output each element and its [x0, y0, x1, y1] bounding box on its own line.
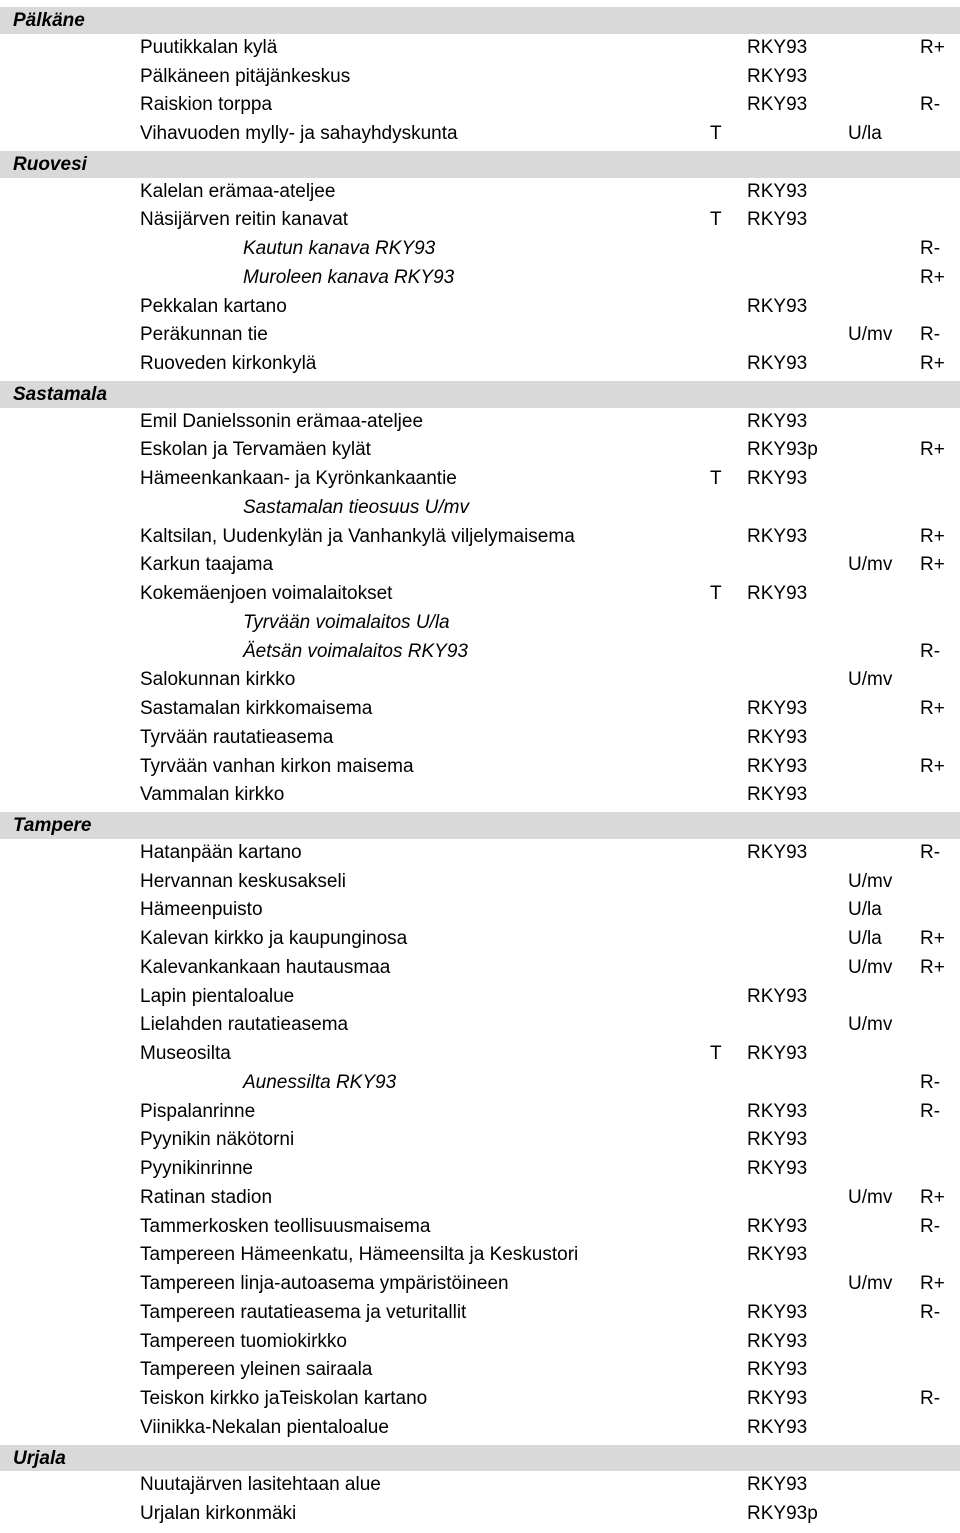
- rky-status: RKY93: [747, 784, 808, 806]
- rky-status: RKY93: [747, 1416, 808, 1438]
- rating-marker: R+: [920, 1273, 945, 1294]
- site-name: Pyynikin näkötorni: [140, 1129, 295, 1151]
- site-row: [0, 753, 960, 782]
- rky-status: RKY93: [747, 468, 808, 489]
- site-name: Peräkunnan tie: [140, 324, 268, 346]
- rating-marker: R+: [920, 36, 945, 58]
- site-name: Tyrvään voimalaitos U/la: [243, 611, 450, 633]
- site-name: Pekkalan kartano: [140, 295, 287, 317]
- site-name: Sastamalan kirkkomaisema: [140, 698, 373, 719]
- rky-status: RKY93: [747, 209, 808, 231]
- site-name: Vammalan kirkko: [140, 784, 285, 806]
- site-name: Vihavuoden mylly- ja sahayhdyskunta: [140, 123, 458, 144]
- municipality-name: Sastamala: [13, 383, 108, 405]
- site-row: [0, 465, 960, 494]
- site-name: Raiskion torppa: [140, 94, 273, 116]
- site-name: Lielahden rautatieasema: [140, 1014, 349, 1036]
- municipality-header: [0, 1443, 960, 1472]
- site-name: Emil Danielssonin erämaa-ateljee: [140, 410, 424, 432]
- site-name: Teiskon kirkko jaTeiskolan kartano: [140, 1388, 428, 1409]
- site-row: [0, 178, 960, 207]
- site-row: [0, 1299, 960, 1328]
- site-name: Hervannan keskusakseli: [140, 870, 346, 892]
- site-row: [0, 63, 960, 92]
- rating-marker: R+: [920, 353, 945, 374]
- rating-marker: R-: [920, 841, 941, 863]
- rky-status: RKY93: [747, 1129, 808, 1151]
- rky-status: RKY93: [747, 1043, 808, 1064]
- site-name: Tampereen yleinen sairaala: [140, 1359, 373, 1381]
- site-name: Hämeenpuisto: [140, 899, 263, 921]
- u-status: U/mv: [848, 1186, 893, 1208]
- site-row: [0, 983, 960, 1012]
- municipality-header: [0, 810, 960, 839]
- rky-status: RKY93p: [747, 1503, 818, 1524]
- type-marker: T: [710, 123, 722, 144]
- site-name: Karkun taajama: [140, 554, 274, 576]
- type-marker: T: [710, 468, 722, 489]
- site-name: Pälkäneen pitäjänkeskus: [140, 65, 351, 87]
- rating-marker: R-: [920, 238, 941, 259]
- type-marker: T: [710, 1043, 722, 1064]
- rky-status: RKY93: [747, 726, 808, 748]
- rky-status: RKY93: [747, 295, 808, 317]
- u-status: U/mv: [848, 956, 893, 978]
- site-name: Museosilta: [140, 1043, 231, 1064]
- site-name: Tampereen rautatieasema ja veturitallit: [140, 1301, 467, 1323]
- site-name: Eskolan ja Tervamäen kylät: [140, 439, 371, 461]
- rky-status: RKY93: [747, 353, 808, 374]
- u-status: U/mv: [848, 669, 893, 691]
- site-row: [0, 1011, 960, 1040]
- site-name: Tammerkosken teollisuusmaisema: [140, 1215, 431, 1237]
- municipality-name: Pälkäne: [13, 10, 85, 31]
- site-row: [0, 350, 960, 379]
- u-status: U/mv: [848, 324, 893, 346]
- rky-status: RKY93: [747, 94, 808, 116]
- site-name: Kokemäenjoen voimalaitokset: [140, 583, 393, 604]
- rating-marker: R-: [920, 1388, 941, 1409]
- site-row: [0, 120, 960, 149]
- site-row: [0, 293, 960, 322]
- sub-site-row: [0, 638, 960, 667]
- site-row: [0, 954, 960, 983]
- site-name: Viinikka-Nekalan pientaloalue: [140, 1416, 389, 1438]
- sub-site-row: [0, 609, 960, 638]
- rating-marker: R+: [920, 1186, 945, 1208]
- rky-status: RKY93: [747, 841, 808, 863]
- rky-status: RKY93: [747, 1474, 808, 1496]
- rating-marker: R-: [920, 640, 941, 662]
- site-name: Kalevankankaan hautausmaa: [140, 956, 391, 978]
- sub-site-row: [0, 235, 960, 264]
- site-name: Muroleen kanava RKY93: [243, 266, 455, 288]
- site-row: [0, 925, 960, 954]
- site-row: [0, 1098, 960, 1127]
- site-name: Tyrvään vanhan kirkon maisema: [140, 755, 414, 777]
- rating-marker: R-: [920, 1301, 941, 1323]
- rky-status: RKY93: [747, 1244, 808, 1266]
- site-row: [0, 1213, 960, 1242]
- rating-marker: R-: [920, 1100, 941, 1122]
- site-row: [0, 1241, 960, 1270]
- site-row: [0, 896, 960, 925]
- u-status: U/mv: [848, 1014, 893, 1036]
- site-row: [0, 551, 960, 580]
- rating-marker: R+: [920, 956, 945, 978]
- municipality-header: [0, 149, 960, 178]
- site-name: Puutikkalan kylä: [140, 36, 278, 58]
- sub-site-row: [0, 264, 960, 293]
- municipality-name: Tampere: [13, 815, 92, 836]
- site-name: Tampereen Hämeenkatu, Hämeensilta ja Keskustori: [140, 1244, 579, 1266]
- site-row: [0, 408, 960, 437]
- site-name: Ruoveden kirkonkylä: [140, 353, 317, 374]
- site-row: [0, 436, 960, 465]
- site-row: [0, 1356, 960, 1385]
- rating-marker: R+: [920, 554, 945, 576]
- rky-status: RKY93: [747, 583, 808, 604]
- site-name: Salokunnan kirkko: [140, 669, 296, 691]
- site-row: [0, 1155, 960, 1184]
- rky-status: RKY93: [747, 525, 808, 547]
- rky-status: RKY93: [747, 1215, 808, 1237]
- rky-status: RKY93: [747, 1359, 808, 1381]
- rky-status: RKY93: [747, 1330, 808, 1352]
- site-name: Kalelan erämaa-ateljee: [140, 180, 336, 202]
- site-row: [0, 839, 960, 868]
- site-name: Urjalan kirkonmäki: [140, 1503, 297, 1524]
- site-row: [0, 724, 960, 753]
- site-row: [0, 1040, 960, 1069]
- site-row: [0, 321, 960, 350]
- municipality-header: [0, 379, 960, 408]
- site-name: Sastamalan tieosuus U/mv: [243, 496, 469, 518]
- u-status: U/la: [848, 899, 882, 921]
- u-status: U/mv: [848, 554, 893, 576]
- site-row: [0, 206, 960, 235]
- site-row: [0, 781, 960, 810]
- type-marker: T: [710, 209, 722, 231]
- site-name: Ratinan stadion: [140, 1186, 273, 1208]
- heritage-site-list: [0, 5, 960, 1529]
- site-name: Nuutajärven lasitehtaan alue: [140, 1474, 381, 1496]
- site-name: Kaltsilan, Uudenkylän ja Vanhankylä viljelymaisema: [140, 525, 575, 547]
- site-name: Kautun kanava RKY93: [243, 238, 436, 259]
- rky-status: RKY93: [747, 985, 808, 1007]
- rky-status: RKY93: [747, 755, 808, 777]
- rating-marker: R-: [920, 324, 941, 346]
- site-row: [0, 1270, 960, 1299]
- rky-status: RKY93: [747, 36, 808, 58]
- rky-status: RKY93: [747, 1388, 808, 1409]
- municipality-header: [0, 5, 960, 34]
- site-name: Hatanpään kartano: [140, 841, 302, 863]
- site-row: [0, 868, 960, 897]
- site-name: Tampereen tuomiokirkko: [140, 1330, 347, 1352]
- site-row: [0, 1385, 960, 1414]
- sub-site-row: [0, 1069, 960, 1098]
- site-name: Pyynikinrinne: [140, 1158, 253, 1179]
- site-row: [0, 1471, 960, 1500]
- rating-marker: R+: [920, 698, 945, 719]
- u-status: U/la: [848, 928, 882, 949]
- site-row: [0, 666, 960, 695]
- site-row: [0, 1126, 960, 1155]
- u-status: U/mv: [848, 1273, 893, 1294]
- u-status: U/la: [848, 123, 882, 144]
- rating-marker: R-: [920, 1071, 941, 1093]
- rating-marker: R+: [920, 755, 945, 777]
- rating-marker: R-: [920, 94, 941, 116]
- site-row: [0, 580, 960, 609]
- rating-marker: R+: [920, 525, 945, 547]
- rky-status: RKY93: [747, 1301, 808, 1323]
- site-name: Tyrvään rautatieasema: [140, 726, 334, 748]
- site-row: [0, 1500, 960, 1529]
- rating-marker: R+: [920, 266, 945, 288]
- site-name: Kalevan kirkko ja kaupunginosa: [140, 928, 408, 949]
- site-name: Pispalanrinne: [140, 1100, 256, 1122]
- site-row: [0, 1414, 960, 1443]
- site-name: Hämeenkankaan- ja Kyrönkankaantie: [140, 468, 457, 489]
- rky-status: RKY93: [747, 1100, 808, 1122]
- site-name: Tampereen linja-autoasema ympäristöineen: [140, 1273, 509, 1294]
- site-row: [0, 523, 960, 552]
- u-status: U/mv: [848, 870, 893, 892]
- rky-status: RKY93: [747, 698, 808, 719]
- site-name: Lapin pientaloalue: [140, 985, 295, 1007]
- site-row: [0, 1184, 960, 1213]
- site-name: Näsijärven reitin kanavat: [140, 209, 349, 231]
- municipality-name: Urjala: [13, 1447, 66, 1469]
- rating-marker: R+: [920, 928, 945, 949]
- rky-status: RKY93: [747, 65, 808, 87]
- site-name: Aunessilta RKY93: [243, 1071, 397, 1093]
- sub-site-row: [0, 494, 960, 523]
- rky-status: RKY93: [747, 1158, 808, 1179]
- site-row: [0, 695, 960, 724]
- site-name: Äetsän voimalaitos RKY93: [243, 640, 468, 662]
- municipality-name: Ruovesi: [13, 153, 87, 175]
- site-row: [0, 1328, 960, 1357]
- rky-status: RKY93p: [747, 439, 818, 461]
- type-marker: T: [710, 583, 722, 604]
- rating-marker: R+: [920, 439, 945, 461]
- rating-marker: R-: [920, 1215, 941, 1237]
- site-row: [0, 91, 960, 120]
- rky-status: RKY93: [747, 410, 808, 432]
- site-row: [0, 34, 960, 63]
- rky-status: RKY93: [747, 180, 808, 202]
